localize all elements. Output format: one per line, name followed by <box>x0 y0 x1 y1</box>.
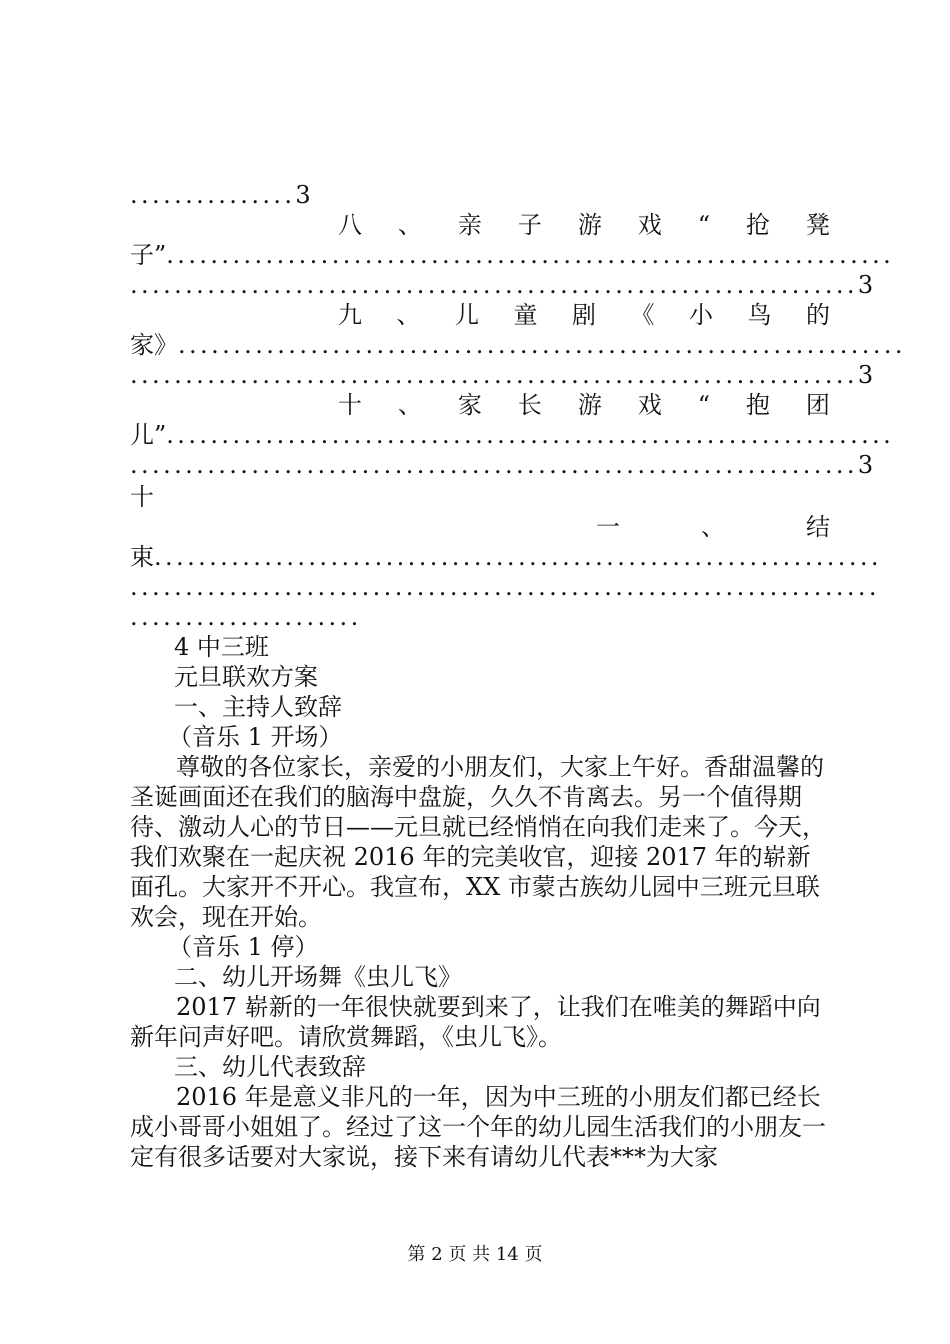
page-footer: 第 2 页 共 14 页 <box>407 1244 543 1265</box>
document-title: 元旦联欢方案 <box>174 663 318 691</box>
music-note-2: （音乐 1 停） <box>168 933 319 961</box>
toc-item-9-line3: ..................................................................3 <box>130 361 877 389</box>
heading-3: 三、幼儿代表致辞 <box>174 1053 366 1081</box>
paragraph-2: 2017 崭新的一年很快就要到来了，让我们在唯美的舞蹈中向新年问声好吧。请欣赏舞蹈，《虫儿飞》。 <box>130 993 821 1051</box>
toc-item-8-line3: ..................................................................3 <box>130 271 877 299</box>
toc-item-9-line2: 家》.................................................................. <box>130 331 906 359</box>
toc-item-10-title: 十 、 家 长 游 戏 “ 抱 团 <box>338 391 830 419</box>
toc-item-11-line3: .................................................................... <box>130 573 880 601</box>
paragraph-3: 2016 年是意义非凡的一年，因为中三班的小朋友们都已经长成小哥哥小姐姐了。经过了这一个年的幼儿园生活我们的小朋友一定有很多话要对大家说，接下来有请幼儿代表***为大家 <box>130 1083 826 1171</box>
section-number: 4 中三班 <box>174 633 269 661</box>
toc-item-8-title: 八 、 亲 子 游 戏 “ 抢 凳 <box>338 211 830 239</box>
toc-item-9-title: 九 、 儿 童 剧 《 小 鸟 的 <box>338 301 830 329</box>
toc-item-11-line4: ..................... <box>130 603 362 631</box>
toc-item-11-line2: 束.................................................................. <box>130 543 882 571</box>
toc-dots: ...............3 <box>130 181 315 209</box>
music-note-1: （音乐 1 开场） <box>168 723 343 751</box>
toc-item-10-line2: 儿”.................................................................. <box>130 421 895 449</box>
heading-2: 二、幼儿开场舞《虫儿飞》 <box>174 963 462 991</box>
toc-item-8-line2: 子”.................................................................. <box>130 241 895 269</box>
toc-item-11-head: 十 <box>130 483 154 511</box>
document-body <box>130 632 830 1172</box>
paragraph-1: 尊敬的各位家长，亲爱的小朋友们，大家上午好。香甜温馨的圣诞画面还在我们的脑海中盘旋，久久不肯离去。另一个值得期待、激动人心的节日——元旦就已经悄悄在向我们走来了。今天，我们欢聚在一起庆祝 2016 年的完美收官，迎接 2017 年的崭新面孔。大家开不开心。我宣布，XX 市蒙古族幼儿园中三班元旦联欢会，现在开始。 <box>130 753 826 931</box>
toc-item-11-title: 一 、 结 <box>596 513 830 541</box>
toc-item-10-line3: ..................................................................3 <box>130 451 877 479</box>
heading-1: 一、主持人致辞 <box>174 693 342 721</box>
